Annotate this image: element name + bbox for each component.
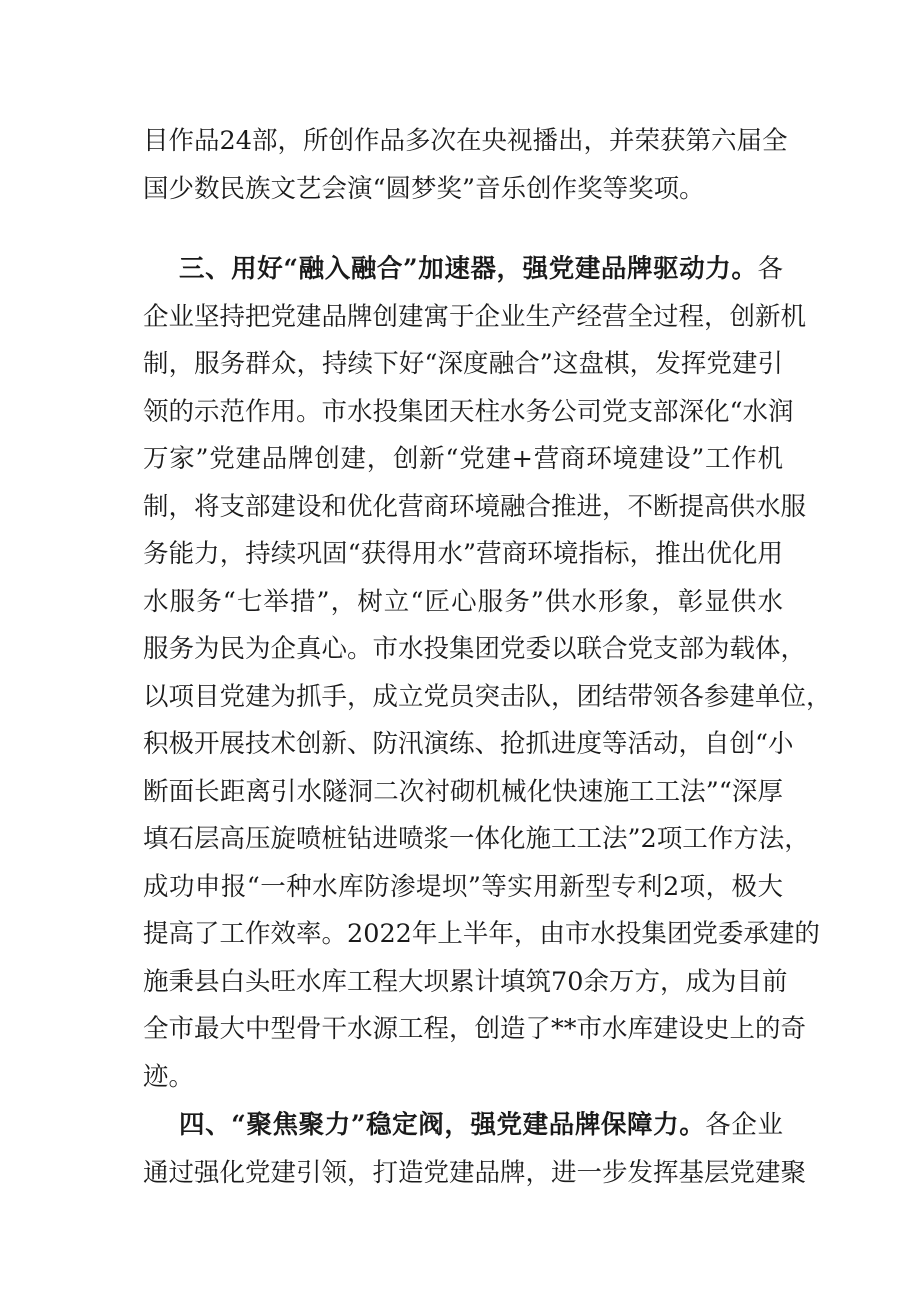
heading-trailing-text: 各企业 bbox=[705, 1110, 783, 1140]
paragraph-section-three bbox=[143, 246, 832, 1101]
paragraph-line: 填石层高压旋喷桩钻进喷浆一体化施工工法”2项工作方法， bbox=[143, 824, 810, 854]
paragraph-first-line bbox=[143, 1102, 783, 1150]
paragraph-line: 服务为民为企真心。市水投集团党委以联合党支部为载体， bbox=[143, 634, 807, 664]
paragraph-first-line bbox=[143, 246, 783, 294]
paragraph-line: 制，服务群众，持续下好“深度融合”这盘棋，发挥党建引 bbox=[143, 349, 783, 379]
paragraph-line: 施秉县白头旺水库工程大坝累计填筑70余万方，成为目前 bbox=[143, 966, 788, 997]
paragraph-line: 积极开展技术创新、防汛演练、抢抓进度等活动，自创“小 bbox=[143, 729, 794, 759]
paragraph-line: 以项目党建为抓手，成立党员突击队，团结带领各参建单位， bbox=[143, 681, 832, 712]
paragraph-line: 领的示范作用。市水投集团天柱水务公司党支部深化“水润 bbox=[143, 396, 794, 427]
section-heading-four: 四、“聚焦聚力”稳定阀，强党建品牌保障力。 bbox=[179, 1110, 706, 1140]
paragraph-line: 务能力，持续巩固“获得用水”营商环境指标，推出优化用 bbox=[143, 539, 783, 569]
paragraph-line: 企业坚持把党建品牌创建寓于企业生产经营全过程，创新机 bbox=[143, 301, 807, 332]
paragraph-line: 成功申报“一种水库防渗堤坝”等实用新型专利2项，极大 bbox=[143, 871, 783, 902]
paragraph-1 bbox=[143, 118, 788, 213]
paragraph-line: 断面长距离引水隧洞二次衬砌机械化快速施工工法”“深厚 bbox=[143, 776, 783, 807]
paragraph-line: 目作品24部，所创作品多次在央视播出，并荣获第六届全 bbox=[143, 126, 788, 156]
paragraph-section-four bbox=[143, 1102, 807, 1197]
paragraph-line: 迹。 bbox=[143, 1061, 195, 1092]
paragraph-line: 全市最大中型骨干水源工程，创造了**市水库建设史上的奇 bbox=[143, 1014, 807, 1044]
heading-trailing-text: 各 bbox=[757, 254, 783, 284]
section-heading-three: 三、用好“融入融合”加速器，强党建品牌驱动力。 bbox=[179, 254, 758, 284]
paragraph-line: 提高了工作效率。2022年上半年，由市水投集团党委承建的 bbox=[143, 919, 820, 949]
paragraph-line: 制，将支部建设和优化营商环境融合推进，不断提高供水服 bbox=[143, 491, 807, 522]
paragraph-line: 万家”党建品牌创建，创新“党建+营商环境建设”工作机 bbox=[143, 444, 783, 474]
paragraph-line: 通过强化党建引领，打造党建品牌，进一步发挥基层党建聚 bbox=[143, 1157, 807, 1188]
paragraph-line: 水服务“七举措”，树立“匠心服务”供水形象，彰显供水 bbox=[143, 586, 783, 617]
paragraph-line: 国少数民族文艺会演“圆梦奖”音乐创作奖等奖项。 bbox=[143, 173, 705, 204]
